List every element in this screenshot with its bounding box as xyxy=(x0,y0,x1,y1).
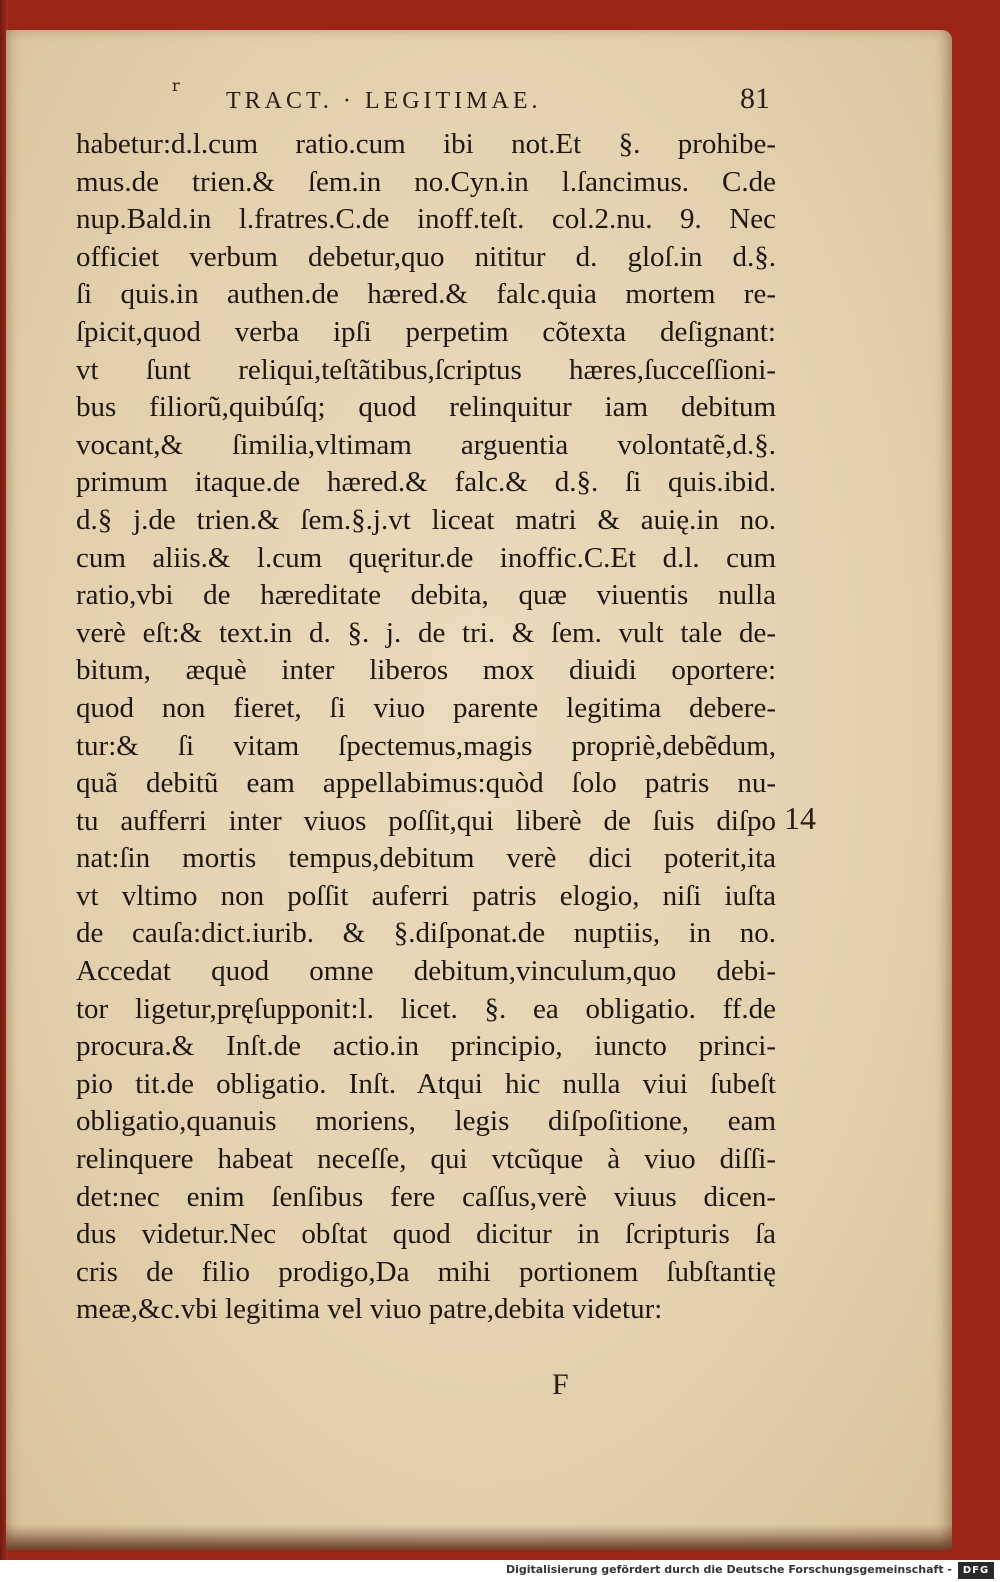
text-line: habetur:d.l.cum ratio.cum ibi not.Et §. prohibe- xyxy=(76,128,776,160)
text-line: nat:ſin mortis tempus,debitum verè dici poterit,ita xyxy=(76,842,776,875)
body-text xyxy=(76,126,776,1329)
text-line: relinquere habeat neceſſe, qui vtcũque à viuo diſſi- xyxy=(76,1143,776,1176)
text-line: quã debitũ eam appellabimus:quòd ſolo patris nu- xyxy=(76,767,776,800)
dfg-logo: DFG xyxy=(958,1562,994,1579)
text-line: ratio,vbi de hæreditate debita, quæ viuentis nulla xyxy=(76,579,776,612)
text-line: vocant,& ſimilia,vltimam arguentia volontatẽ,d.§. xyxy=(76,428,776,461)
text-line: tu aufferri inter viuos poſſit,qui liberè de ſuis diſpo xyxy=(76,804,776,837)
text-line: meæ,&c.vbi legitima vel viuo patre,debita videtur: xyxy=(76,1293,663,1326)
signature-mark: F xyxy=(552,1368,569,1401)
text-line: ſpicit,quod verba ipſi perpetim cõtexta deſignant: xyxy=(76,315,776,348)
text-line: det:nec enim ſenſibus fere caſſus,verè viuus dicen- xyxy=(76,1180,776,1213)
text-line: officiet verbum debetur,quo nititur d. gloſ.in d.§. xyxy=(76,240,776,273)
text-line: primum itaque.de hæred.& falc.& d.§. ſi quis.ibid. xyxy=(76,466,776,499)
margin-note: 14 xyxy=(784,800,816,836)
text-line: mus.de trien.& ſem.in no.Cyn.in l.ſancimus. C.de xyxy=(76,165,776,198)
printers-mark: r xyxy=(172,76,180,95)
text-line: bitum, æquè inter liberos mox diuidi oportere: xyxy=(76,654,776,687)
page-number: 81 xyxy=(740,82,770,115)
text-line: Accedat quod omne debitum,vinculum,quo debi- xyxy=(76,955,776,988)
text-line: dus videtur.Nec obſtat quod dicitur in ſcripturis ſa xyxy=(76,1218,776,1251)
text-line: vt ſunt reliqui,teſtãtibus,ſcriptus hæres,ſucceſſioni- xyxy=(76,353,776,386)
text-line: tur:& ſi vitam ſpectemus,magis propriè,debẽdum, xyxy=(76,729,776,762)
text-line: tor ligetur,pręſupponit:l. licet. §. ea obligatio. ff.de xyxy=(76,992,776,1025)
text-line: cris de filio prodigo,Da mihi portionem ſubſtantię xyxy=(76,1255,776,1288)
text-line: nup.Bald.in l.fratres.C.de inoff.teſt. col.2.nu. 9. Nec xyxy=(76,203,776,236)
text-line: obligatio,quanuis moriens, legis diſpoſitione, eam xyxy=(76,1105,776,1138)
text-line: de cauſa:dict.iurib. & §.diſponat.de nuptiis, in no. xyxy=(76,917,776,950)
text-line: verè eſt:& text.in d. §. j. de tri. & ſem. vult tale de- xyxy=(76,616,776,649)
running-title: TRACT. · LEGITIMAE. xyxy=(226,88,542,114)
text-line: procura.& Inſt.de actio.in principio, iuncto princi- xyxy=(76,1030,776,1063)
footer-credit: Digitalisierung gefördert durch die Deutsche Forschungsgemeinschaft - xyxy=(505,1563,952,1576)
digitization-footer xyxy=(0,1560,1000,1582)
text-line: pio tit.de obligatio. Inſt. Atqui hic nulla viui ſubeſt xyxy=(76,1067,776,1100)
running-head xyxy=(226,82,786,120)
text-line: cum aliis.& l.cum quęritur.de inoffic.C.Et d.l. cum xyxy=(76,541,776,574)
text-line: bus filiorũ,quibúſq; quod relinquitur iam debitum xyxy=(76,391,776,424)
text-line: d.§ j.de trien.& ſem.§.j.vt liceat matri & auię.in no. xyxy=(76,503,776,536)
text-line: ſi quis.in authen.de hæred.& falc.quia mortem re- xyxy=(76,278,776,311)
text-line: quod non fieret, ſi viuo parente legitima debere- xyxy=(76,691,776,724)
text-line: vt vltimo non poſſit auferri patris elogio, niſi iuſta xyxy=(76,879,776,912)
